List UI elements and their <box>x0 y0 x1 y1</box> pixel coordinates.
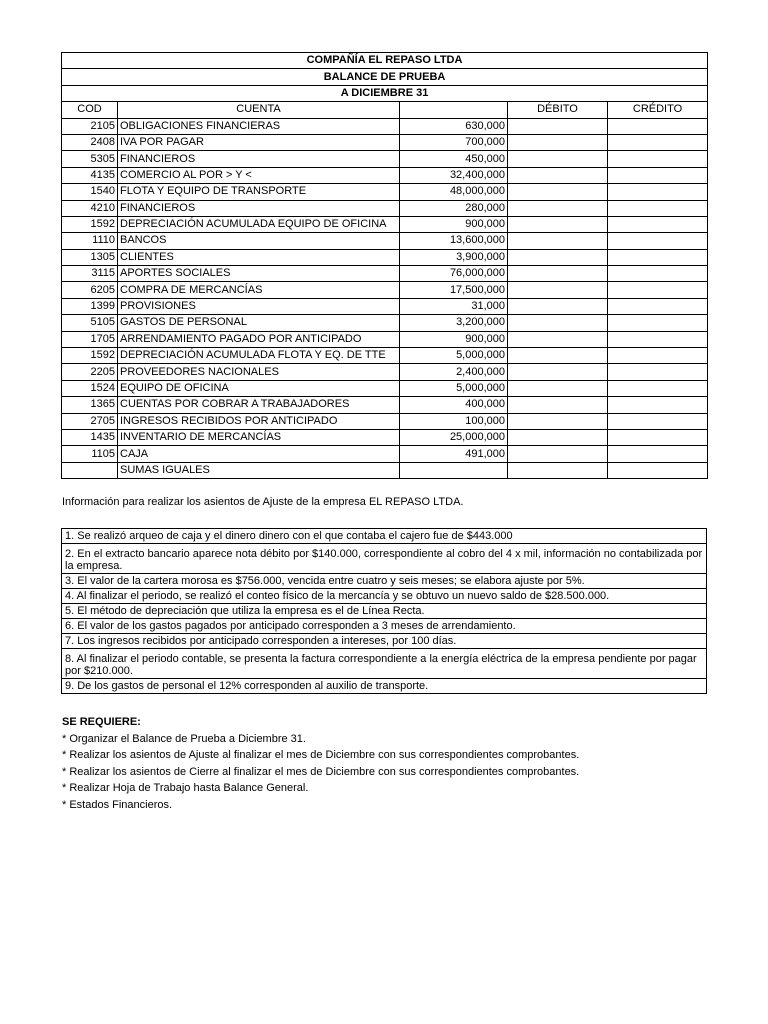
account-balance: 5,000,000 <box>400 380 508 396</box>
totals-credit <box>608 462 708 478</box>
account-name: BANCOS <box>118 233 400 249</box>
adjustment-row <box>62 604 707 619</box>
credit-cell <box>608 397 708 413</box>
debit-cell <box>508 315 608 331</box>
adjustment-text: 9. De los gastos de personal el 12% corresponden al auxilio de transporte. <box>62 679 707 694</box>
credit-cell <box>608 413 708 429</box>
table-row <box>62 331 708 347</box>
title-row <box>62 69 708 85</box>
account-name: DEPRECIACIÓN ACUMULADA FLOTA Y EQ. DE TTE <box>118 348 400 364</box>
table-row <box>62 184 708 200</box>
account-balance: 5,000,000 <box>400 348 508 364</box>
account-code: 3115 <box>62 266 118 282</box>
header-cuenta: CUENTA <box>118 102 400 118</box>
account-name: APORTES SOCIALES <box>118 266 400 282</box>
account-balance: 100,000 <box>400 413 508 429</box>
table-row <box>62 397 708 413</box>
adjustment-row <box>62 574 707 589</box>
adjustment-text: 6. El valor de los gastos pagados por anticipado corresponden a 3 meses de arrendamiento. <box>62 619 707 634</box>
adjustment-text: 2. En el extracto bancario aparece nota débito por $140.000, correspondiente al cobro del 4 x mil, información no contabilizada por la empresa. <box>62 544 707 574</box>
adjustments-table <box>61 528 707 694</box>
account-code: 2205 <box>62 364 118 380</box>
account-balance: 25,000,000 <box>400 429 508 445</box>
table-row <box>62 134 708 150</box>
table-row <box>62 446 708 462</box>
adjustment-text: 5. El método de depreciación que utiliza la empresa es el de Línea Recta. <box>62 604 707 619</box>
account-name: PROVISIONES <box>118 298 400 314</box>
debit-cell <box>508 331 608 347</box>
debit-cell <box>508 249 608 265</box>
table-row <box>62 315 708 331</box>
credit-cell <box>608 134 708 150</box>
credit-cell <box>608 233 708 249</box>
table-row <box>62 151 708 167</box>
table-row <box>62 266 708 282</box>
credit-cell <box>608 348 708 364</box>
account-name: DEPRECIACIÓN ACUMULADA EQUIPO DE OFICINA <box>118 216 400 232</box>
account-name: CLIENTES <box>118 249 400 265</box>
credit-cell <box>608 429 708 445</box>
account-name: INVENTARIO DE MERCANCÍAS <box>118 429 400 445</box>
account-code: 4210 <box>62 200 118 216</box>
account-name: GASTOS DE PERSONAL <box>118 315 400 331</box>
header-credito: CRÉDITO <box>608 102 708 118</box>
account-code: 1435 <box>62 429 118 445</box>
debit-cell <box>508 446 608 462</box>
adjustment-text: 3. El valor de la cartera morosa es $756.000, vencida entre cuatro y seis meses; se elabora ajuste por 5%. <box>62 574 707 589</box>
debit-cell <box>508 200 608 216</box>
credit-cell <box>608 266 708 282</box>
account-balance: 900,000 <box>400 216 508 232</box>
report-date: A DICIEMBRE 31 <box>62 85 708 101</box>
account-name: COMERCIO AL POR > Y < <box>118 167 400 183</box>
account-balance: 32,400,000 <box>400 167 508 183</box>
account-code: 1110 <box>62 233 118 249</box>
table-row <box>62 429 708 445</box>
account-name: CUENTAS POR COBRAR A TRABAJADORES <box>118 397 400 413</box>
adjustment-row <box>62 649 707 679</box>
header-cod: COD <box>62 102 118 118</box>
adjustment-row <box>62 634 707 649</box>
requirement-item: * Organizar el Balance de Prueba a Diciembre 31. <box>62 732 306 745</box>
date-row <box>62 85 708 101</box>
credit-cell <box>608 331 708 347</box>
credit-cell <box>608 446 708 462</box>
credit-cell <box>608 200 708 216</box>
requirement-item: * Realizar los asientos de Cierre al finalizar el mes de Diciembre con sus correspondientes comprobantes. <box>62 765 580 778</box>
account-balance: 76,000,000 <box>400 266 508 282</box>
table-row <box>62 282 708 298</box>
company-row <box>62 53 708 69</box>
adjustment-info-title: Información para realizar los asientos de Ajuste de la empresa EL REPASO LTDA. <box>62 496 464 508</box>
company-name: COMPAÑÍA EL REPASO LTDA <box>62 53 708 69</box>
table-row <box>62 348 708 364</box>
table-row <box>62 298 708 314</box>
account-balance: 900,000 <box>400 331 508 347</box>
account-balance: 31,000 <box>400 298 508 314</box>
account-name: INGRESOS RECIBIDOS POR ANTICIPADO <box>118 413 400 429</box>
account-name: FINANCIEROS <box>118 200 400 216</box>
account-code: 1305 <box>62 249 118 265</box>
credit-cell <box>608 216 708 232</box>
debit-cell <box>508 118 608 134</box>
table-row <box>62 167 708 183</box>
account-name: EQUIPO DE OFICINA <box>118 380 400 396</box>
account-code: 1524 <box>62 380 118 396</box>
adjustment-row <box>62 529 707 544</box>
table-row <box>62 249 708 265</box>
account-code: 1592 <box>62 216 118 232</box>
debit-cell <box>508 167 608 183</box>
trial-balance-table <box>61 52 708 479</box>
account-balance: 48,000,000 <box>400 184 508 200</box>
account-name: IVA POR PAGAR <box>118 134 400 150</box>
adjustment-text: 1. Se realizó arqueo de caja y el dinero dinero con el que contaba el cajero fue de $443.000 <box>62 529 707 544</box>
requirement-item: * Realizar Hoja de Trabajo hasta Balance General. <box>62 782 309 794</box>
account-code: 5305 <box>62 151 118 167</box>
report-title: BALANCE DE PRUEBA <box>62 69 708 85</box>
account-code: 2705 <box>62 413 118 429</box>
requirements-section <box>62 714 579 813</box>
debit-cell <box>508 413 608 429</box>
adjustment-text: 7. Los ingresos recibidos por anticipado corresponden a intereses, por 100 días. <box>62 634 707 649</box>
account-code: 1105 <box>62 446 118 462</box>
header-blank <box>400 102 508 118</box>
adjustment-row <box>62 679 707 694</box>
requirements-list <box>62 731 579 814</box>
account-code: 4135 <box>62 167 118 183</box>
column-header-row <box>62 102 708 118</box>
table-row <box>62 413 708 429</box>
debit-cell <box>508 151 608 167</box>
table-row <box>62 216 708 232</box>
account-balance: 450,000 <box>400 151 508 167</box>
debit-cell <box>508 216 608 232</box>
account-code: 1705 <box>62 331 118 347</box>
account-code: 1399 <box>62 298 118 314</box>
account-code: 5105 <box>62 315 118 331</box>
account-balance: 17,500,000 <box>400 282 508 298</box>
debit-cell <box>508 134 608 150</box>
account-code: 1592 <box>62 348 118 364</box>
requirement-item: * Realizar los asientos de Ajuste al finalizar el mes de Diciembre con sus correspondientes comprobantes. <box>62 749 580 761</box>
account-code: 6205 <box>62 282 118 298</box>
requirements-title: SE REQUIERE: <box>62 716 141 728</box>
account-balance: 280,000 <box>400 200 508 216</box>
account-name: OBLIGACIONES FINANCIERAS <box>118 118 400 134</box>
account-code: 1540 <box>62 184 118 200</box>
debit-cell <box>508 266 608 282</box>
adjustment-row <box>62 589 707 604</box>
totals-label: SUMAS IGUALES <box>118 462 400 478</box>
account-balance: 400,000 <box>400 397 508 413</box>
credit-cell <box>608 167 708 183</box>
adjustment-row <box>62 544 707 574</box>
account-balance: 3,900,000 <box>400 249 508 265</box>
debit-cell <box>508 429 608 445</box>
debit-cell <box>508 348 608 364</box>
adjustment-row <box>62 619 707 634</box>
adjustment-text: 4. Al finalizar el periodo, se realizó el conteo físico de la mercancía y se obtuvo un nuevo saldo de $28.500.000. <box>62 589 707 604</box>
debit-cell <box>508 380 608 396</box>
credit-cell <box>608 118 708 134</box>
table-row <box>62 200 708 216</box>
account-name: COMPRA DE MERCANCÍAS <box>118 282 400 298</box>
debit-cell <box>508 397 608 413</box>
account-name: FLOTA Y EQUIPO DE TRANSPORTE <box>118 184 400 200</box>
table-row <box>62 380 708 396</box>
account-code: 2105 <box>62 118 118 134</box>
credit-cell <box>608 364 708 380</box>
table-row <box>62 364 708 380</box>
adjustment-text: 8. Al finalizar el periodo contable, se presenta la factura correspondiente a la energía eléctrica de la empresa pendiente por pagar por $210.000. <box>62 649 707 679</box>
debit-cell <box>508 282 608 298</box>
account-name: ARRENDAMIENTO PAGADO POR ANTICIPADO <box>118 331 400 347</box>
credit-cell <box>608 380 708 396</box>
totals-debit <box>508 462 608 478</box>
account-balance: 491,000 <box>400 446 508 462</box>
account-code: 2408 <box>62 134 118 150</box>
account-balance: 3,200,000 <box>400 315 508 331</box>
table-row <box>62 233 708 249</box>
account-code: 1365 <box>62 397 118 413</box>
table-row <box>62 118 708 134</box>
totals-code <box>62 462 118 478</box>
account-balance: 630,000 <box>400 118 508 134</box>
account-name: FINANCIEROS <box>118 151 400 167</box>
requirement-item: * Estados Financieros. <box>62 798 173 811</box>
account-name: CAJA <box>118 446 400 462</box>
debit-cell <box>508 364 608 380</box>
debit-cell <box>508 298 608 314</box>
totals-row <box>62 462 708 478</box>
debit-cell <box>508 233 608 249</box>
credit-cell <box>608 184 708 200</box>
header-debito: DÉBITO <box>508 102 608 118</box>
credit-cell <box>608 282 708 298</box>
account-name: PROVEEDORES NACIONALES <box>118 364 400 380</box>
account-balance: 13,600,000 <box>400 233 508 249</box>
credit-cell <box>608 249 708 265</box>
debit-cell <box>508 184 608 200</box>
totals-balance <box>400 462 508 478</box>
credit-cell <box>608 298 708 314</box>
account-balance: 2,400,000 <box>400 364 508 380</box>
account-balance: 700,000 <box>400 134 508 150</box>
credit-cell <box>608 315 708 331</box>
credit-cell <box>608 151 708 167</box>
